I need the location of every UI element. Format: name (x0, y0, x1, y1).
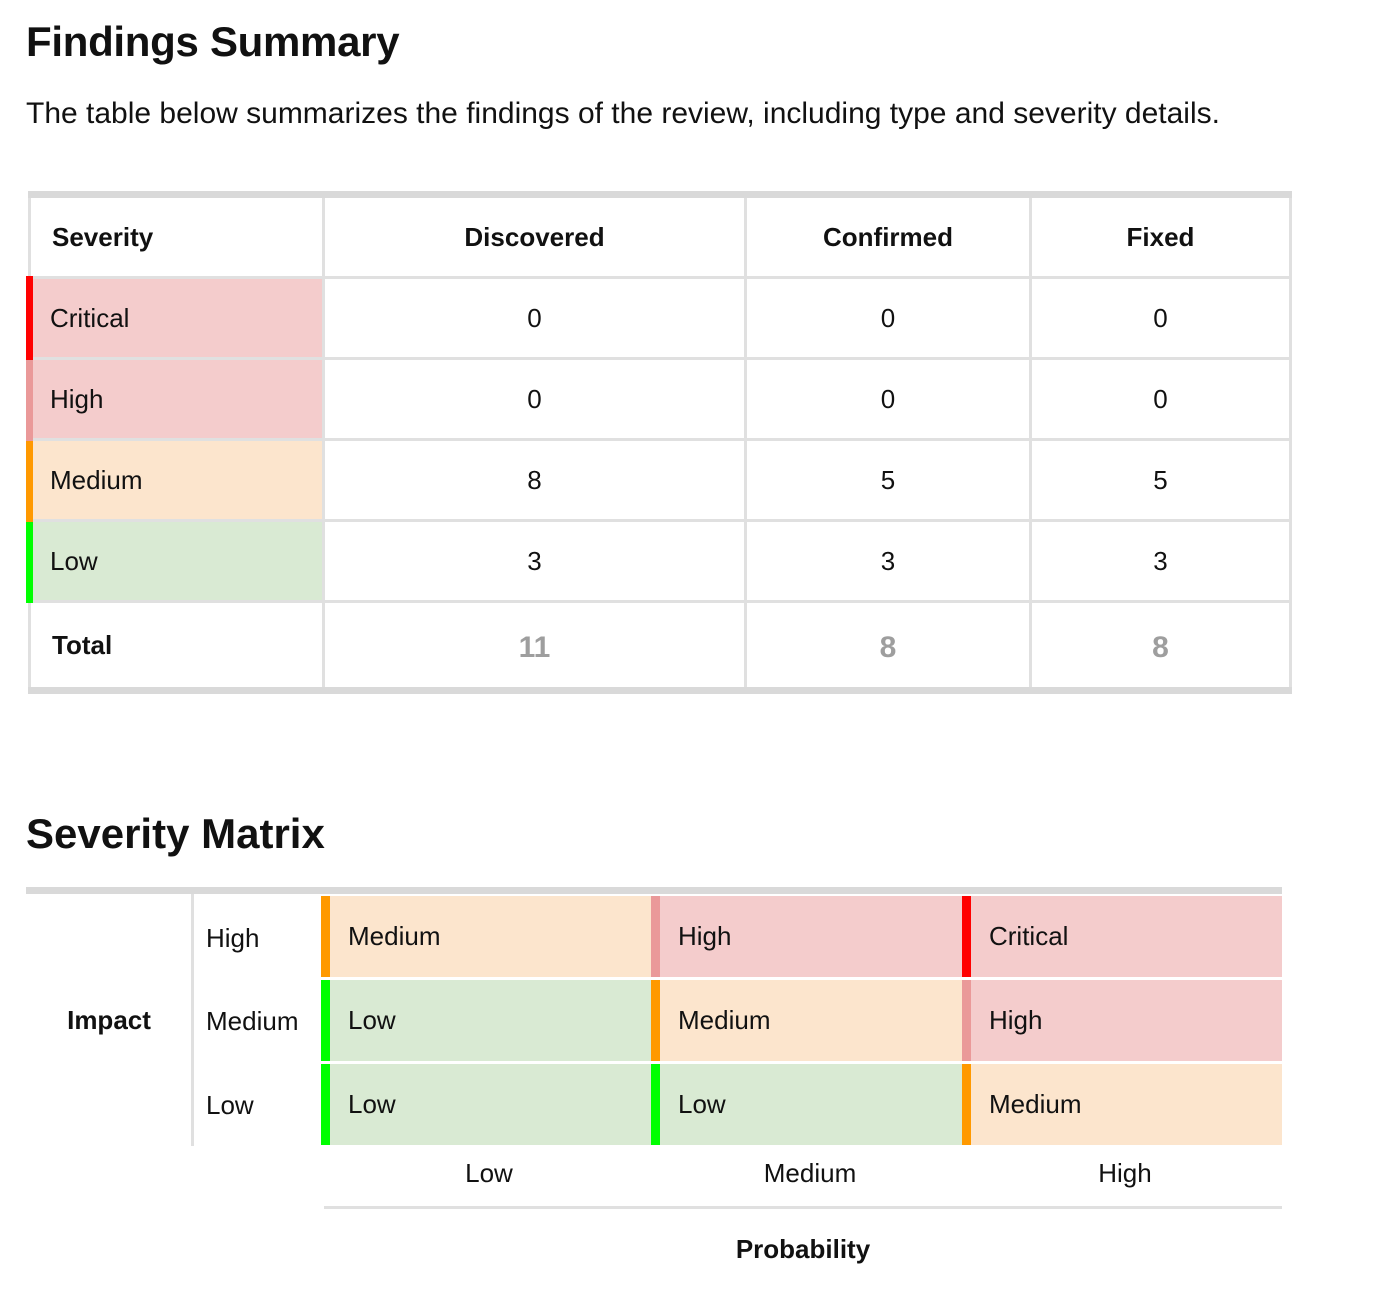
total-confirmed: 8 (746, 602, 1031, 691)
probability-rule (324, 1206, 1282, 1209)
impact-axis-label: Impact (67, 1004, 151, 1035)
severity-critical: Critical (30, 278, 324, 359)
discovered-value: 8 (324, 440, 746, 521)
findings-summary-title: Findings Summary (26, 18, 400, 65)
impact-level-low: Low (206, 1089, 254, 1120)
findings-intro-text: The table below summarizes the findings of the review, including type and severity details. (26, 97, 1220, 130)
matrix-cell: Low (321, 1064, 652, 1145)
total-fixed: 8 (1031, 602, 1291, 691)
confirmed-value: 0 (746, 359, 1031, 440)
total-row (30, 602, 1291, 691)
header-confirmed: Confirmed (746, 195, 1031, 278)
total-discovered: 11 (324, 602, 746, 691)
impact-level-medium: Medium (206, 1005, 299, 1036)
severity-medium: Medium (30, 440, 324, 521)
header-discovered: Discovered (324, 195, 746, 278)
fixed-value: 0 (1031, 359, 1291, 440)
severity-matrix-title: Severity Matrix (26, 810, 325, 857)
impact-level-high: High (206, 922, 260, 953)
probability-level-low: Low (465, 1158, 513, 1188)
fixed-value: 0 (1031, 278, 1291, 359)
matrix-cell: Medium (962, 1064, 1282, 1145)
discovered-value: 3 (324, 521, 746, 602)
findings-table (26, 191, 1292, 694)
severity-high: High (30, 359, 324, 440)
fixed-value: 5 (1031, 440, 1291, 521)
matrix-cell: High (651, 896, 963, 977)
matrix-cell: Medium (321, 896, 652, 977)
findings-header-row (30, 195, 1291, 278)
matrix-top-rule (26, 887, 1282, 894)
header-severity: Severity (30, 195, 324, 278)
confirmed-value: 5 (746, 440, 1031, 521)
table-row (30, 440, 1291, 521)
header-fixed: Fixed (1031, 195, 1291, 278)
matrix-cell: Medium (651, 980, 963, 1061)
matrix-cell: Critical (962, 896, 1282, 977)
probability-level-high: High (1098, 1158, 1152, 1188)
matrix-cell: Low (651, 1064, 963, 1145)
discovered-value: 0 (324, 278, 746, 359)
probability-axis-label: Probability (735, 1234, 871, 1264)
discovered-value: 0 (324, 359, 746, 440)
matrix-cell: High (962, 980, 1282, 1061)
impact-divider (191, 894, 194, 1146)
probability-level-medium: Medium (763, 1158, 857, 1188)
matrix-cell: Low (321, 980, 652, 1061)
table-row (30, 521, 1291, 602)
table-row (30, 359, 1291, 440)
table-row (30, 278, 1291, 359)
confirmed-value: 0 (746, 278, 1031, 359)
total-label: Total (30, 602, 324, 691)
fixed-value: 3 (1031, 521, 1291, 602)
severity-low: Low (30, 521, 324, 602)
confirmed-value: 3 (746, 521, 1031, 602)
